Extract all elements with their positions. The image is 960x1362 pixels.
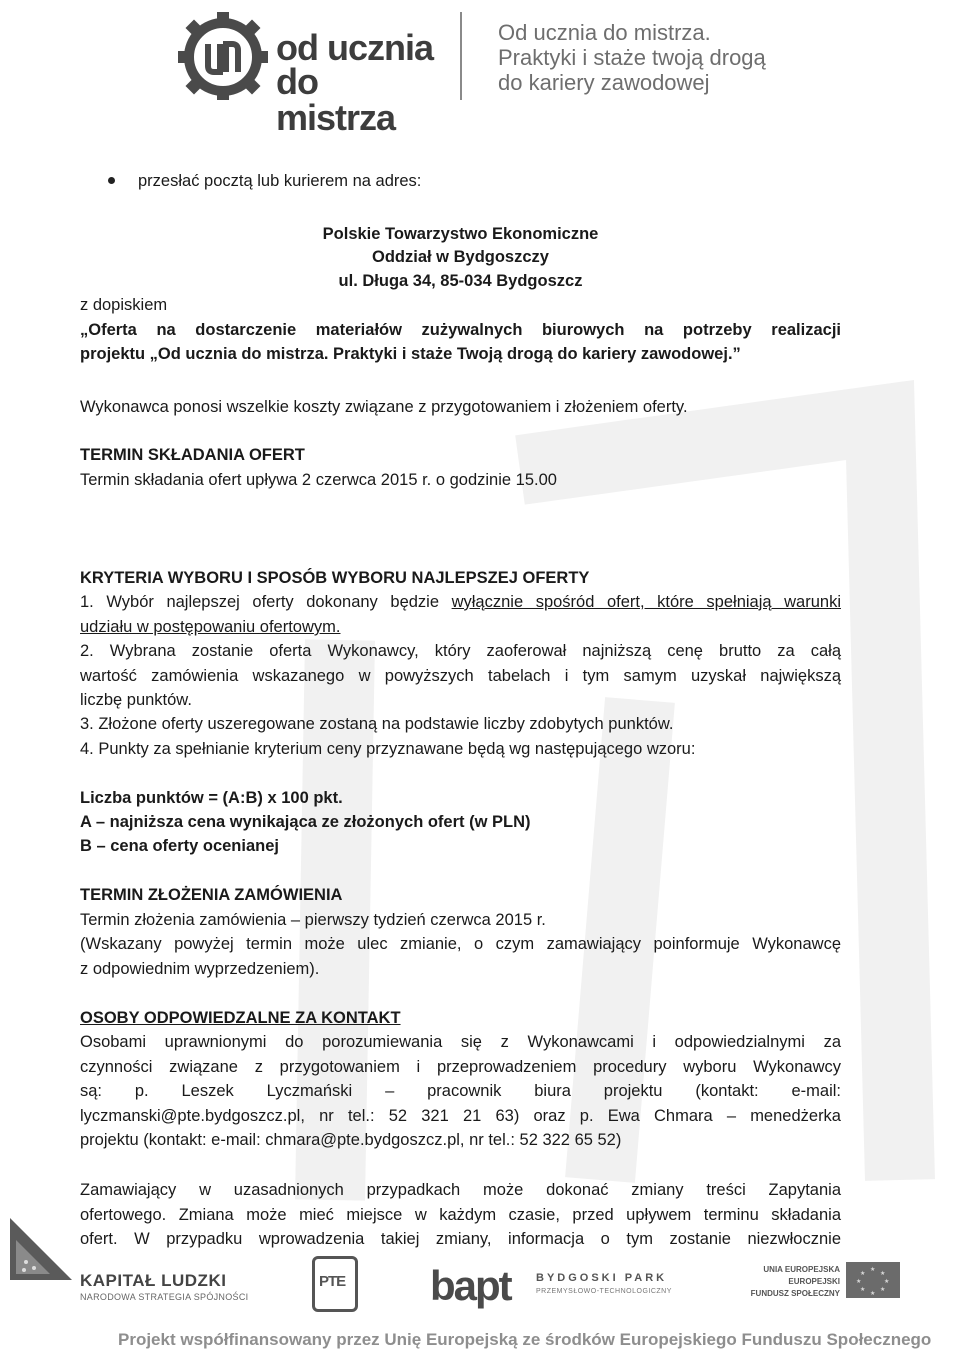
changes-line-3: ofert. W przypadku wprowadzenia takiej zmiany, informacja o tym zostanie niezwłocznie — [80, 1230, 841, 1248]
header-tagline-3: do kariery zawodowej — [498, 70, 710, 95]
pte-logo — [312, 1256, 358, 1312]
criteria-item-2-line-2: wartość zamówienia wskazanego w powyższych tabelach i tym samym uzyskał największą — [80, 667, 841, 685]
park-subtitle: PRZEMYSŁOWO-TECHNOLOGICZNY — [536, 1288, 672, 1295]
kapital-ludzki-subtitle: NARODOWA STRATEGIA SPÓJNOŚCI — [80, 1292, 249, 1302]
ue-line-1: UNIA EUROPEJSKA — [763, 1265, 840, 1274]
changes-line-2: ofertowego. Zmiana może mieć miejsce w każdym czasie, przed upływem terminu składania — [80, 1206, 841, 1224]
deadline-text: Termin składania ofert upływa 2 czerwca 2015 r. o godzinie 15.00 — [80, 471, 557, 489]
formula-line-1: Liczba punktów = (A:B) x 100 pkt. — [80, 789, 343, 807]
bullet-icon — [108, 177, 115, 184]
formula-line-3: B – cena oferty ocenianej — [80, 837, 279, 855]
kapital-ludzki-flag-icon — [10, 1218, 72, 1280]
header-tagline-2: Praktyki i staże twoją drogą — [498, 45, 766, 70]
cofinance-statement: Projekt współfinansowany przez Unię Europejską ze środków Europejskiego Funduszu Społecznego — [118, 1330, 932, 1349]
logo-line-2: do mistrza — [276, 61, 396, 138]
park-name: BYDGOSKI PARK — [536, 1272, 668, 1284]
contacts-line-1: Osobami uprawnionymi do porozumiewania się z Wykonawcami i odpowiedzialnymi za — [80, 1033, 841, 1051]
offer-title-line-1: „Oferta na dostarczenie materiałów zużywalnych biurowych na potrzeby realizacji — [80, 321, 841, 339]
ue-line-3: FUNDUSZ SPOŁECZNY — [750, 1289, 840, 1298]
criteria-item-1-cont: udziału w postępowaniu ofertowym. — [80, 618, 341, 636]
project-logo — [178, 10, 438, 138]
deadline-heading: TERMIN SKŁADANIA OFERT — [80, 446, 305, 464]
bapt-logo: bapt — [430, 1262, 511, 1309]
pte-logo-text: PTE — [319, 1273, 346, 1290]
contacts-line-3: są: p. Leszek Lyczmański – pracownik biura projektu (kontakt: e-mail: — [80, 1082, 841, 1100]
gear-logo-icon — [178, 10, 268, 100]
eu-flag-icon: ★ ★ ★ ★ ★ ★ ★ ★ — [846, 1262, 900, 1298]
criteria-heading: KRYTERIA WYBORU I SPOSÓB WYBORU NAJLEPSZEJ OFERTY — [80, 569, 590, 587]
address-line-2: Oddział w Bydgoszczy — [372, 248, 549, 266]
formula-line-2: A – najniższa cena wynikająca ze złożonych ofert (w PLN) — [80, 813, 531, 831]
contacts-line-2: czynności związane z przygotowaniem i przeprowadzeniem procedury wyboru Wykonawcy — [80, 1058, 841, 1076]
header-divider — [460, 12, 462, 100]
criteria-item-4: 4. Punkty za spełnianie kryterium ceny przyznawane będą wg następującego wzoru: — [80, 740, 696, 758]
dopiskiem-text: z dopiskiem — [80, 296, 168, 314]
contacts-line-4: lyczmanski@pte.bydgoszcz.pl, nr tel.: 52 321 21 63) oraz p. Ewa Chmara – menedżerka — [80, 1107, 841, 1125]
order-heading: TERMIN ZŁOŻENIA ZAMÓWIENIA — [80, 886, 343, 904]
costs-text: Wykonawca ponosi wszelkie koszty związane z przygotowaniem i złożeniem oferty. — [80, 398, 688, 416]
header-tagline-1: Od ucznia do mistrza. — [498, 20, 711, 45]
criteria-item-1: 1. Wybór najlepszej oferty dokonany będzie wyłącznie spośród ofert, które spełniają warunki — [80, 593, 841, 611]
logo-line-1: od ucznia — [276, 27, 434, 68]
address-line-1: Polskie Towarzystwo Ekonomiczne — [322, 225, 599, 243]
contacts-heading: OSOBY ODPOWIEDZALNE ZA KONTAKT — [80, 1009, 401, 1027]
criteria-item-2-line-3: liczbę punktów. — [80, 691, 192, 709]
contacts-line-5: projektu (kontakt: e-mail: chmara@pte.bydgoszcz.pl, nr tel.: 52 322 65 52) — [80, 1131, 622, 1149]
ue-line-2: EUROPEJSKI — [788, 1277, 840, 1286]
criteria-item-3: 3. Złożone oferty uszeregowane zostaną na podstawie liczby zdobytych punktów. — [80, 715, 674, 733]
bullet-text: przesłać pocztą lub kurierem na adres: — [138, 172, 422, 190]
address-line-3: ul. Długa 34, 85-034 Bydgoszcz — [338, 272, 583, 290]
criteria-item-2-line-1: 2. Wybrana zostanie oferta Wykonawcy, który zaoferował najniższą cenę brutto za całą — [80, 642, 841, 660]
order-line-1: Termin złożenia zamówienia – pierwszy tydzień czerwca 2015 r. — [80, 911, 546, 929]
order-line-3: z odpowiednim wyprzedzeniem). — [80, 960, 320, 978]
order-line-2: (Wskazany powyżej termin może ulec zmianie, o czym zamawiający poinformuje Wykonawcę — [80, 935, 841, 953]
offer-title-line-2: projektu „Od ucznia do mistrza. Praktyki i staże Twoją drogą do kariery zawodowej.” — [80, 345, 741, 363]
changes-line-1: Zamawiający w uzasadnionych przypadkach może dokonać zmiany treści Zapytania — [80, 1181, 841, 1199]
kapital-ludzki-title: KAPITAŁ LUDZKI — [80, 1271, 227, 1290]
